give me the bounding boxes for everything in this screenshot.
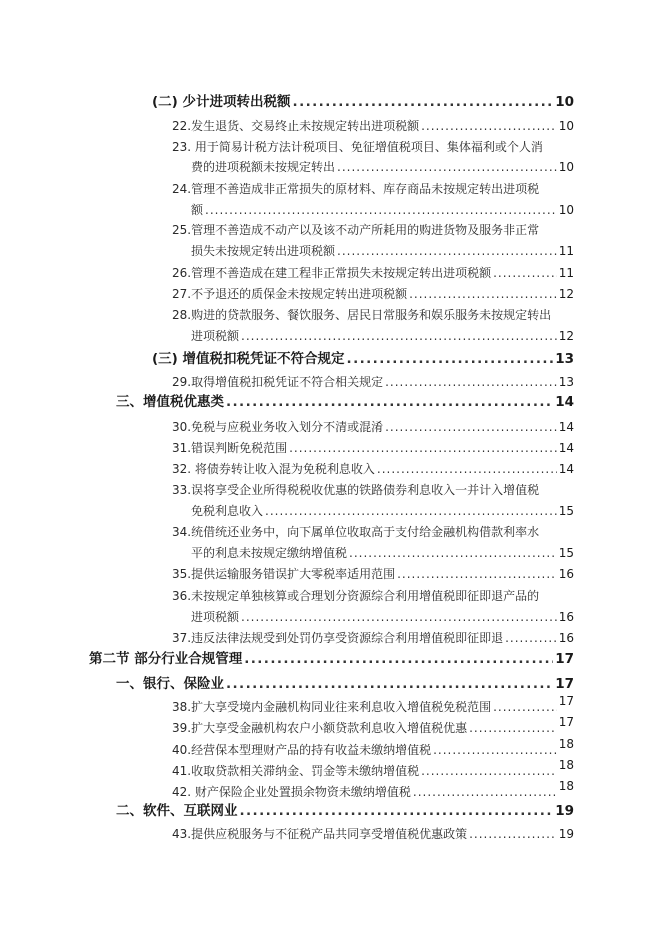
leader-dots (493, 699, 557, 715)
toc-entry[interactable] (0, 779, 662, 800)
toc-entry-text: 25.管理不善造成不动产以及该不动产所耗用的购进货物及服务非正常 (172, 223, 540, 237)
toc-heading-text: (二) 少计进项转出税额 (152, 94, 291, 110)
toc-entry-line[interactable] (172, 181, 539, 197)
toc-entry-text: 额 (191, 203, 204, 217)
toc-entry[interactable] (0, 202, 662, 218)
leader-dots (337, 243, 557, 259)
toc-entry-text: 22.发生退货、交易终止未按规定转出进项税额 (172, 119, 420, 133)
toc-entry[interactable] (0, 419, 662, 435)
toc-entry-text: 损失未按规定转出进项税额 (191, 244, 336, 258)
page-number: 10 (558, 203, 574, 217)
leader-dots (413, 784, 557, 800)
leader-dots (349, 545, 557, 561)
leader-dots (226, 676, 553, 692)
leader-dots (385, 419, 557, 435)
page-number: 19 (555, 803, 574, 819)
toc-entry[interactable] (0, 826, 662, 842)
page-number: 10 (558, 119, 574, 133)
leader-dots (409, 286, 557, 302)
leader-dots (293, 94, 554, 110)
toc-entry-line[interactable] (172, 482, 539, 498)
toc-heading[interactable] (0, 803, 662, 819)
toc-heading-text: 二、软件、互联网业 (116, 803, 238, 819)
toc-entry[interactable] (0, 159, 662, 175)
page-number: 18 (558, 779, 574, 793)
leader-dots (421, 763, 557, 779)
leader-dots (493, 265, 557, 281)
page-number: 16 (558, 631, 574, 645)
leader-dots (469, 826, 557, 842)
leader-dots (397, 566, 557, 582)
page-number: 18 (558, 758, 574, 772)
toc-entry-text: 29.取得增值税扣税凭证不符合相关规定 (172, 375, 384, 389)
toc-entry-text: 33.误将享受企业所得税税收优惠的铁路债券利息收入一并计入增值税 (172, 483, 540, 497)
toc-entry-text: 进项税额 (191, 329, 240, 343)
toc-entry[interactable] (0, 503, 662, 519)
toc-entry[interactable] (0, 440, 662, 456)
leader-dots (241, 609, 557, 625)
toc-heading[interactable] (0, 94, 662, 110)
toc-entry-line[interactable] (172, 222, 539, 238)
toc-heading[interactable] (0, 351, 662, 367)
toc-entry[interactable] (0, 609, 662, 625)
leader-dots (385, 374, 557, 390)
toc-heading[interactable] (0, 394, 662, 410)
toc-entry[interactable] (0, 758, 662, 779)
toc-entry-text: 费的进项税额未按规定转出 (191, 160, 336, 174)
toc-entry[interactable] (0, 461, 662, 477)
toc-entry[interactable] (0, 286, 662, 302)
leader-dots (240, 803, 554, 819)
toc-entry-text: 39.扩大享受金融机构农户小额贷款利息收入增值税优惠 (172, 721, 468, 735)
leader-dots (244, 651, 553, 667)
toc-entry[interactable] (0, 265, 662, 281)
page-number: 13 (555, 351, 574, 367)
toc-entry-text: 37.违反法律法规受到处罚仍享受资源综合利用增值税即征即退 (172, 631, 504, 645)
toc-heading-text: (三) 增值税扣税凭证不符合规定 (152, 351, 345, 367)
page-number: 16 (558, 567, 574, 581)
toc-entry-text: 26.管理不善造成在建工程非正常损失未按规定转出进项税额 (172, 266, 492, 280)
toc-entry-text: 35.提供运输服务错误扩大零税率适用范围 (172, 567, 396, 581)
toc-entry[interactable] (0, 374, 662, 390)
page-number: 15 (558, 504, 574, 518)
leader-dots (241, 328, 557, 344)
toc-entry-text: 42. 财产保险企业处置损余物资未缴纳增值税 (172, 785, 411, 799)
leader-dots (226, 394, 553, 410)
leader-dots (337, 159, 557, 175)
toc-entry-text: 平的利息未按规定缴纳增值税 (191, 546, 348, 560)
toc-entry-text: 41.收取贷款相关滞纳金、罚金等未缴纳增值税 (172, 764, 420, 778)
toc-entry-line[interactable] (172, 307, 551, 323)
leader-dots (265, 503, 557, 519)
toc-entry-text: 30.免税与应税业务收入划分不清或混淆 (172, 420, 384, 434)
toc-entry-text: 34.统借统还业务中，向下属单位收取高于支付给金融机构借款利率水 (172, 525, 540, 539)
toc-entry-text: 38.扩大享受境内金融机构同业往来利息收入增值税免税范围 (172, 700, 492, 714)
page-number: 14 (558, 420, 574, 434)
toc-heading-text: 三、增值税优惠类 (116, 394, 224, 410)
leader-dots (347, 351, 554, 367)
toc-entry-line[interactable] (172, 588, 539, 604)
toc-entry[interactable] (0, 715, 662, 736)
toc-entry-text: 免税利息收入 (191, 504, 264, 518)
leader-dots (469, 720, 557, 736)
page-number: 14 (558, 441, 574, 455)
page-number: 11 (558, 244, 574, 258)
page-number: 12 (558, 287, 574, 301)
toc-entry-text: 24.管理不善造成非正常损失的原材料、库存商品未按规定转出进项税 (172, 182, 540, 196)
leader-dots (289, 440, 557, 456)
leader-dots (505, 630, 557, 646)
toc-entry-text: 36.未按规定单独核算或合理划分资源综合利用增值税即征即退产品的 (172, 589, 540, 603)
toc-entry[interactable] (0, 243, 662, 259)
page-number: 12 (558, 329, 574, 343)
page-number: 18 (558, 737, 574, 751)
page-number: 16 (558, 610, 574, 624)
toc-entry-text: 43.提供应税服务与不征税产品共同享受增值税优惠政策 (172, 827, 468, 841)
toc-entry-text: 23. 用于简易计税方法计税项目、免征增值税项目、集体福利或个人消 (172, 140, 543, 154)
toc-heading[interactable] (0, 676, 662, 692)
toc-entry[interactable] (0, 630, 662, 646)
toc-entry[interactable] (0, 737, 662, 758)
toc-entry-text: 进项税额 (191, 610, 240, 624)
toc-entry-text: 28.购进的贷款服务、餐饮服务、居民日常服务和娱乐服务未按规定转出 (172, 308, 552, 322)
page-number: 15 (558, 546, 574, 560)
leader-dots (433, 742, 557, 758)
toc-entry-line[interactable] (172, 139, 543, 155)
toc-entry[interactable] (0, 566, 662, 582)
leader-dots (377, 461, 557, 477)
toc-entry-text: 27.不予退还的质保金未按规定转出进项税额 (172, 287, 408, 301)
page-number: 17 (555, 676, 574, 692)
page-number: 13 (558, 375, 574, 389)
page-number: 14 (558, 462, 574, 476)
toc-entry-text: 40.经营保本型理财产品的持有收益未缴纳增值税 (172, 743, 432, 757)
page-number: 11 (558, 266, 574, 280)
toc-heading-text: 一、银行、保险业 (116, 676, 224, 692)
toc-entry-line[interactable] (172, 524, 539, 540)
page-number: 10 (555, 94, 574, 110)
page-number: 17 (558, 694, 574, 708)
page-number: 17 (558, 715, 574, 729)
toc-entry[interactable] (0, 328, 662, 344)
leader-dots (421, 118, 557, 134)
toc-entry[interactable] (0, 118, 662, 134)
page-number: 17 (555, 651, 574, 667)
toc-entry-text: 31.错误判断免税范围 (172, 441, 288, 455)
toc-heading[interactable] (0, 651, 662, 667)
page-number: 10 (558, 160, 574, 174)
leader-dots (205, 202, 557, 218)
page-number: 14 (555, 394, 574, 410)
toc-entry[interactable] (0, 694, 662, 715)
toc-entry-text: 32. 将债券转让收入混为免税利息收入 (172, 462, 375, 476)
toc-heading-text: 第二节 部分行业合规管理 (89, 651, 243, 667)
page-number: 19 (558, 827, 574, 841)
toc-entry[interactable] (0, 545, 662, 561)
